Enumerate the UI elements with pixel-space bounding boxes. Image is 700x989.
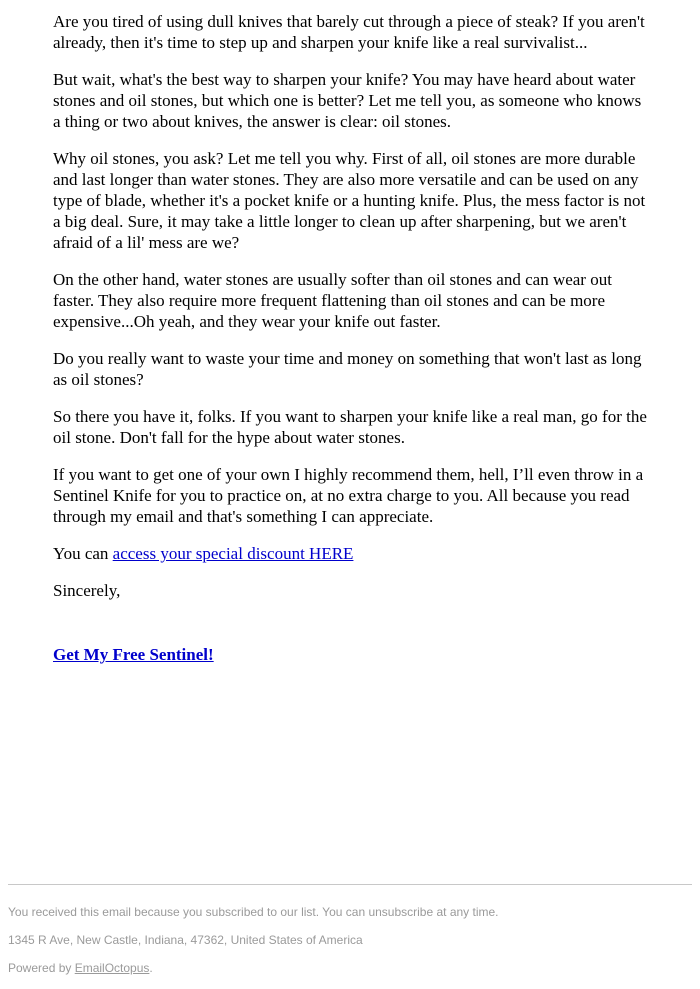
paragraph-oil-stones: Why oil stones, you ask? Let me tell you why. First of all, oil stones are more durable and last longer than water stones. They are also more versatile and can be used on any type of blade, whether it's a pocket knife or a hunting knife. Plus, the mess factor is not a big deal. Sure, it may take a little longer to clean up after sharpening, but we aren't afraid of a lil' mess are we? bbox=[53, 149, 646, 252]
footer-address: 1345 R Ave, New Castle, Indiana, 47362, United States of America bbox=[8, 933, 363, 947]
discount-line bbox=[53, 543, 651, 564]
signoff: Sincerely, bbox=[53, 581, 121, 600]
footer-notice: You received this email because you subscribed to our list. You can unsubscribe at any time. bbox=[8, 905, 499, 919]
paragraph-conclusion: So there you have it, folks. If you want to sharpen your knife like a real man, go for the oil stone. Don't fall for the hype about water stones. bbox=[53, 407, 647, 447]
paragraph-offer: If you want to get one of your own I highly recommend them, hell, I’ll even throw in a Sentinel Knife for you to practice on, at no extra charge to you. All because you read through my email and that's something I can appreciate. bbox=[53, 465, 644, 526]
paragraph-intro: Are you tired of using dull knives that barely cut through a piece of steak? If you aren't already, then it's time to step up and sharpen your knife like a real survivalist... bbox=[53, 12, 645, 52]
powered-suffix: . bbox=[149, 961, 153, 975]
footer-divider bbox=[8, 884, 692, 885]
footer bbox=[8, 903, 499, 987]
discount-prefix: You can bbox=[53, 544, 113, 563]
paragraph-water-stones: On the other hand, water stones are usually softer than oil stones and can wear out faster. They also require more frequent flattening than oil stones and can be more expensive...Oh yeah, and they wear your knife out faster. bbox=[53, 270, 612, 331]
footer-powered-by bbox=[8, 959, 499, 987]
emailoctopus-link[interactable]: EmailOctopus bbox=[74, 961, 150, 975]
cta-link[interactable]: Get My Free Sentinel! bbox=[53, 645, 214, 664]
paragraph-question: But wait, what's the best way to sharpen your knife? You may have heard about water stones and oil stones, but which one is better? Let me tell you, as someone who knows a thing or two about knives, the answer is clear: oil stones. bbox=[53, 70, 642, 131]
email-body bbox=[53, 11, 651, 681]
powered-prefix: Powered by bbox=[8, 961, 75, 975]
cta-line bbox=[53, 644, 651, 665]
paragraph-waste: Do you really want to waste your time and money on something that won't last as long as oil stones? bbox=[53, 349, 642, 389]
discount-link[interactable]: access your special discount HERE bbox=[112, 544, 354, 563]
